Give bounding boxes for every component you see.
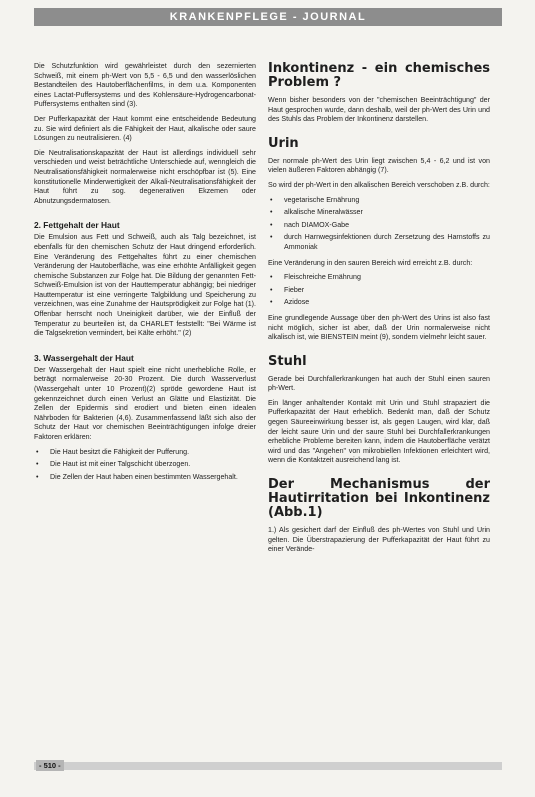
paragraph: 1.) Als gesichert darf der Einfluß des ph-Wertes von Stuhl und Urin gelten. Die Überstrapazierung der Pufferkapazität der Haut führt zu einer Verände- <box>268 526 490 554</box>
paragraph: Eine grundlegende Aussage über den ph-Wert des Urins ist also fast nicht möglich, sicher ist aber, daß der Urin normalerweise nicht alkalisch ist, wie BIENSTEIN meint (9), sondern vielmehr leicht sauer. <box>268 313 490 342</box>
paragraph: Ein länger anhaltender Kontakt mit Urin und Stuhl strapaziert die Pufferkapazität der Haut erheblich. Bedenkt man, daß der Schutz gegen Säureeinwirkung besser ist, als gegen Laugen, wird klar, daß der leicht saure Urin und der saure Stuhl bei Durchfallerkrankungen erhebliche Probleme bereiten kann, indem die Hautoberfläche verätzt wird und das "Angehen" von mikrobiellen Infektionen erleichtert wird, wenn die Kontaktzeit ausreichend lang ist. <box>268 398 490 465</box>
paragraph: Eine Veränderung in den sauren Bereich wird erreicht z.B. durch: <box>268 258 473 267</box>
heading-inkontinenz: Inkontinenz - ein chemisches Problem ? <box>268 61 490 90</box>
bullet-icon: • <box>270 220 273 229</box>
paragraph: Wenn bisher besonders von der "chemischen Beeinträchtigung" der Haut gesprochen wurde, dann deshalb, weil der ph-Wert des Urin und des Stuhls das Problem der Inkontinenz darstellen. <box>268 96 490 124</box>
journal-header <box>34 8 502 26</box>
section-heading-fettgehalt: 2. Fettgehalt der Haut <box>34 220 120 231</box>
paragraph: Die Emulsion aus Fett und Schweiß, auch als Talg bezeichnet, ist ebenfalls für den chemischen Schutz der Haut dringend erforderlich. Eine Veränderung des Fettgehaltes führt zu einer chemischen Veränderung der Hautoberfläche, was eine erhöhte Anfälligkeit gegen chemische Substanzen zur Folge hat. Die Bildung der genannten Fett-Schweiß-Emulsion ist von der Hauttemperatur abhängig; bei niedriger Hauttemperatur ist eine verringerte Talgbildung und Speicherung zu verzeichnen, was eine Zunahme der Hautsprödigkeit zur Folge hat (1). Offenbar herrscht noch Uneinigkeit darüber, wie der Einfluß der Temperatur zu beurteilen ist, da CHARLET feststellt: "Bei Wärme ist die Talgsekretion vermindert, bei Kälte erhöht." (2) <box>34 233 256 338</box>
bullet-icon: • <box>36 472 39 481</box>
list-item: • Die Zellen der Haut haben einen bestimmten Wassergehalt. <box>36 472 238 481</box>
bullet-icon: • <box>270 233 273 242</box>
bullet-icon: • <box>270 285 273 294</box>
paragraph: Der normale ph-Wert des Urin liegt zwischen 5,4 - 6,2 und ist von vielen äußeren Faktoren abhängig (7). <box>268 156 490 175</box>
bullet-list <box>268 196 490 253</box>
bullet-icon: • <box>270 273 273 282</box>
paragraph: Der Wassergehalt der Haut spielt eine nicht unerhebliche Rolle, er beträgt normalerweise 20-30 Prozent. Die durch Wasserverlust (Wassergehalt unter 10 Prozent)(2) spröde gewordene Haut ist gekennzeichnet durch einen Verlust an Glätte und Elastizität. Die Zellen der Epidermis sind erodiert und bieten einen idealen Nährboden für Bakterien (4,6). Zusammenfassend läßt sich also der Schutz der Haut vor chemischen Beeinträchtigungen infolge dreier Faktoren erklären: <box>34 365 256 441</box>
paragraph: Die Neutralisationskapazität der Haut ist allerdings individuell sehr verschieden und weist beträchtliche Unterschiede auf, wenngleich die Neutralisationsfähigkeit normalerweise nicht erschöpfbar ist (5). Eine konstitutionelle Minderwertigkeit der Alkali-Neutralisationsfähigkeit der Haut führt zu sog. degenerativen Ekzemen oder Abnutzungsdermatosen. <box>34 148 256 205</box>
bullet-list <box>268 273 490 308</box>
heading-mechanismus: Der Mechanismus der Hautirritation bei Inkontinenz (Abb.1) <box>268 477 490 521</box>
heading-urin: Urin <box>268 135 299 151</box>
list-item: • alkalische Mineralwässer <box>270 208 363 217</box>
heading-stuhl: Stuhl <box>268 353 307 369</box>
bullet-icon: • <box>270 195 273 204</box>
section-heading-wassergehalt: 3. Wassergehalt der Haut <box>34 352 134 363</box>
bullet-icon: • <box>36 460 39 469</box>
paragraph: Gerade bei Durchfallerkrankungen hat auch der Stuhl einen sauren ph-Wert. <box>268 374 490 393</box>
list-item: • durch Harnwegsinfektionen durch Zersetzung des Harnstoffs zu Ammoniak <box>270 233 490 251</box>
paragraph: Die Schutzfunktion wird gewährleistet durch den sezernierten Schweiß, mit einem ph-Wert von 5,5 - 6,5 und den wasserlöslichen Bestandteilen des Hautoberflächenfilms, in dem u.a. Komponenten eines Lactat-Puffersystems und des Kohlensäure-Hydrogencarbonat-Puffersystems enthalten sind (3). <box>34 62 256 109</box>
footer-bar <box>34 762 502 770</box>
paragraph: So wird der ph-Wert in den alkalischen Bereich verschoben z.B. durch: <box>268 180 490 189</box>
list-item: • Fleischreiche Ernährung <box>270 273 361 282</box>
page-number: - 510 - <box>36 760 64 771</box>
bullet-list <box>34 448 256 483</box>
bullet-icon: • <box>36 447 39 456</box>
list-item: • vegetarische Ernährung <box>270 195 360 204</box>
list-item: • Die Haut ist mit einer Talgschicht überzogen. <box>36 460 191 469</box>
list-item: • nach DIAMOX-Gabe <box>270 220 350 229</box>
left-column <box>34 62 256 488</box>
list-item: • Fieber <box>270 285 305 294</box>
paragraph: Der Pufferkapazität der Haut kommt eine entscheidende Bedeutung zu. Sie wird definiert als die Fähigkeit der Haut, alkalische oder saure Lösungen zu neutralisieren. (4) <box>34 114 256 143</box>
right-column <box>268 62 490 560</box>
list-item: • Die Haut besitzt die Fähigkeit der Pufferung. <box>36 447 190 456</box>
bullet-icon: • <box>270 208 273 217</box>
list-item: • Azidose <box>270 298 310 307</box>
journal-title: KRANKENPFLEGE - JOURNAL <box>169 11 367 23</box>
bullet-icon: • <box>270 298 273 307</box>
